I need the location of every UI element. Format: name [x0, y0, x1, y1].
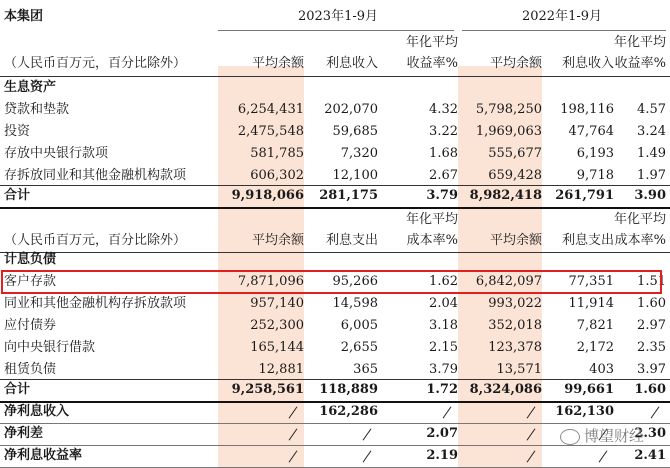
cell-col-6 — [614, 401, 666, 423]
cell-col-1: 165,144 — [250, 340, 304, 355]
watermark-text: 博望财经 — [584, 427, 645, 445]
cell-col-3: 1.72 — [426, 382, 458, 397]
cell-col-5: 403 — [589, 362, 614, 377]
row-label: 租赁负债 — [4, 362, 57, 377]
cell-col-6: 1.60 — [637, 296, 666, 311]
cell-col-1: 7,871,096 — [237, 274, 304, 289]
cell-col-3: 2.15 — [429, 340, 458, 355]
cell-col-6: 3.97 — [637, 362, 666, 377]
cell-col-5: 198,116 — [560, 102, 614, 117]
cell-col-4: 8,324,086 — [469, 382, 542, 397]
cell-col-3: 1.68 — [429, 146, 458, 161]
col-top-6: 年化平均 — [614, 35, 667, 50]
col-header-3: 成本率% — [406, 233, 458, 248]
cell-col-4: 993,022 — [488, 296, 542, 311]
cell-col-5: 162,130 — [555, 404, 614, 419]
cell-col-4: 352,018 — [488, 318, 542, 333]
section-heading: 计息负债 — [4, 252, 57, 267]
cell-col-3: 2.67 — [429, 168, 458, 183]
unit-note: （人民币百万元，百分比除外） — [4, 233, 187, 248]
col-header-1: 平均余额 — [251, 56, 304, 71]
section-divider — [0, 207, 670, 209]
cell-col-6: 3.90 — [634, 188, 666, 203]
cell-col-6: 1.49 — [637, 146, 666, 161]
cell-col-6: 2.41 — [634, 448, 666, 463]
row-label: 合计 — [4, 382, 31, 397]
period-2022: 2022年1-9月 — [521, 9, 603, 24]
cell-col-5: 9,718 — [576, 168, 614, 183]
cell-col-4: 8,982,418 — [469, 188, 542, 203]
cell-col-2: 6,005 — [340, 318, 378, 333]
cell-col-1: 2,475,548 — [237, 124, 304, 139]
row-label: 客户存款 — [4, 274, 57, 289]
cell-col-1: 9,918,066 — [231, 188, 304, 203]
cell-col-2: 59,685 — [332, 124, 378, 139]
cell-col-4: 123,378 — [488, 340, 542, 355]
cell-col-3: 1.62 — [429, 274, 458, 289]
row-label: 存拆放同业和其他金融机构款项 — [4, 168, 187, 183]
cell-col-5: 11,914 — [568, 296, 614, 311]
cell-col-2: 281,175 — [319, 188, 378, 203]
cell-col-4: 6,842,097 — [475, 274, 542, 289]
cell-col-3: 3.18 — [429, 318, 458, 333]
cell-col-3: 2.19 — [426, 448, 458, 463]
cell-col-5: 7,821 — [576, 318, 614, 333]
cell-col-6: 3.24 — [637, 124, 666, 139]
col-top-3: 年化平均 — [405, 212, 458, 227]
cell-col-5: 261,791 — [555, 188, 614, 203]
col-header-6: 收益率% — [614, 56, 666, 71]
cell-col-6: 2.97 — [637, 318, 666, 333]
col-top-6: 年化平均 — [614, 212, 667, 227]
cell-col-3: 4.32 — [429, 102, 458, 117]
cell-col-2: 7,320 — [340, 146, 378, 161]
cell-col-2: 202,070 — [324, 102, 378, 117]
row-label: 贷款和垫款 — [4, 102, 70, 117]
cell-col-4: 5,798,250 — [475, 102, 542, 117]
cell-col-5: 77,351 — [568, 274, 614, 289]
cell-col-3: 2.07 — [426, 426, 458, 441]
period-underline-2022 — [462, 30, 666, 31]
cell-col-2: 118,889 — [319, 382, 378, 397]
cell-col-3: 3.79 — [426, 188, 458, 203]
cell-col-1: 606,302 — [250, 168, 304, 183]
unit-note: （人民币百万元，百分比除外） — [4, 56, 187, 71]
col-header-4: 平均余额 — [489, 56, 542, 71]
row-label: 应付债券 — [4, 318, 57, 333]
cell-col-4: 555,677 — [488, 146, 542, 161]
highlight-box — [1, 270, 662, 294]
row-label: 净利息收益率 — [4, 448, 83, 463]
cell-col-5: 2,172 — [576, 340, 614, 355]
cell-col-6: 2.35 — [637, 340, 666, 355]
col-header-2: 利息支出 — [325, 233, 378, 248]
col-header-6: 成本率% — [614, 233, 666, 248]
header-divider — [0, 252, 670, 253]
wechat-icon — [560, 429, 580, 445]
cell-col-1: 957,140 — [250, 296, 304, 311]
cell-col-1: 252,300 — [250, 318, 304, 333]
cell-col-6: 4.57 — [637, 102, 666, 117]
section-heading: 生息资产 — [4, 80, 57, 95]
table-title: 本集团 — [4, 9, 44, 24]
cell-col-2: 12,100 — [332, 168, 378, 183]
watermark — [560, 425, 644, 447]
cell-col-5: 47,764 — [568, 124, 614, 139]
col-header-5: 利息收入 — [561, 56, 614, 71]
col-header-2: 利息收入 — [325, 56, 378, 71]
cell-col-6: 1.60 — [634, 382, 666, 397]
cell-col-2: 2,655 — [340, 340, 378, 355]
cell-col-6: 1.97 — [637, 168, 666, 183]
cell-col-6: 2.30 — [634, 426, 666, 441]
cell-col-4: 13,571 — [496, 362, 542, 377]
row-label: 同业和其他金融机构存拆放款项 — [4, 296, 187, 311]
cell-col-4: 659,428 — [488, 168, 542, 183]
col-header-1: 平均余额 — [251, 233, 304, 248]
col-header-5: 利息支出 — [561, 233, 614, 248]
row-label: 向中央银行借款 — [4, 340, 96, 355]
cell-col-4: 1,969,063 — [475, 124, 542, 139]
cell-col-2: 365 — [353, 362, 378, 377]
period-2023: 2023年1-9月 — [297, 9, 379, 24]
cell-col-1: 6,254,431 — [237, 102, 304, 117]
cell-col-1: 581,785 — [250, 146, 304, 161]
row-label: 存放中央银行款项 — [4, 146, 109, 161]
col-header-3: 收益率% — [406, 56, 458, 71]
col-header-4: 平均余额 — [489, 233, 542, 248]
header-divider — [0, 76, 670, 77]
cell-col-3: 2.04 — [429, 296, 458, 311]
cell-col-2: 162,286 — [319, 404, 378, 419]
cell-col-6: 1.51 — [637, 274, 666, 289]
cell-col-3: 3.22 — [429, 124, 458, 139]
row-label: 净利差 — [4, 426, 44, 441]
row-label: 投资 — [4, 124, 31, 139]
period-underline-2023 — [218, 30, 454, 31]
cell-col-3: 3.79 — [429, 362, 458, 377]
cell-col-2: 14,598 — [332, 296, 378, 311]
cell-col-5: 6,193 — [576, 146, 614, 161]
row-label: 合计 — [4, 188, 31, 203]
row-label: 净利息收入 — [4, 404, 70, 419]
col-top-3: 年化平均 — [405, 35, 458, 50]
cell-col-1: 9,258,561 — [231, 382, 304, 397]
cell-col-2: 95,266 — [332, 274, 378, 289]
cell-col-1: 12,881 — [258, 362, 304, 377]
cell-col-5: 99,661 — [564, 382, 614, 397]
